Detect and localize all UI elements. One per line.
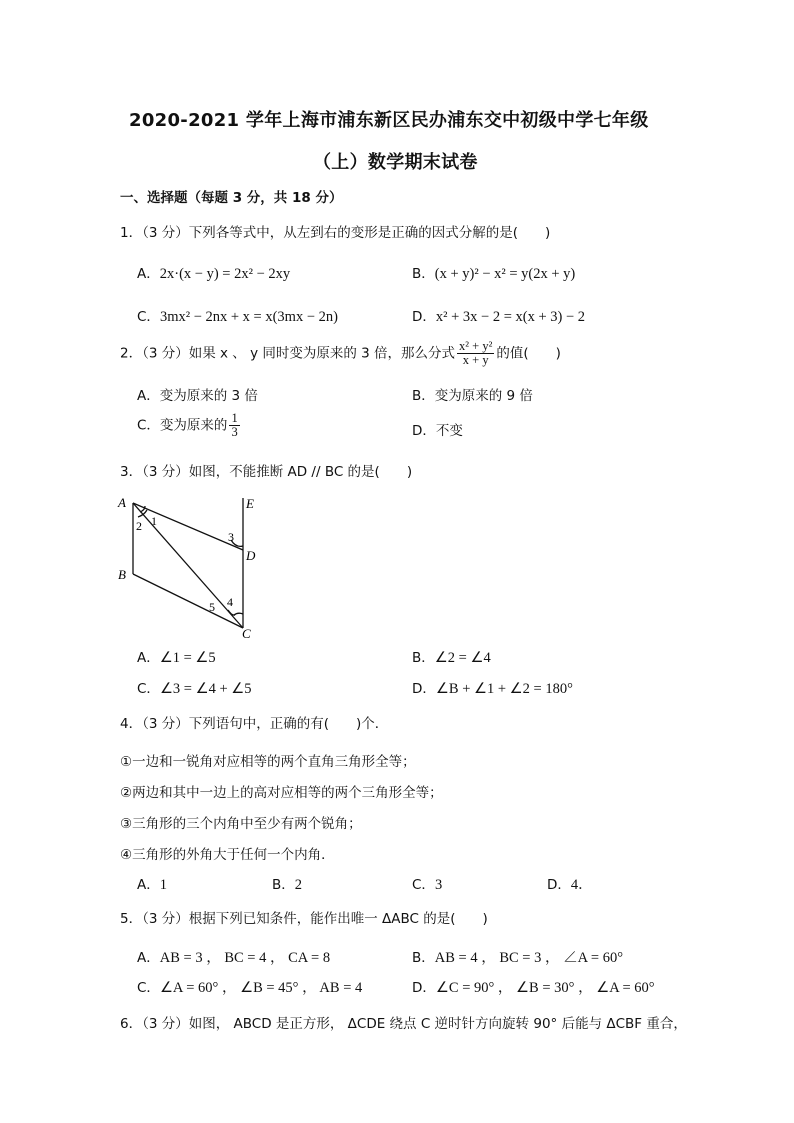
q5-option-a[interactable]: A．AB = 3 ， BC = 4 ， CA = 8 [137, 950, 331, 966]
section-heading: 一、选择题（每题 3 分，共 18 分） [120, 190, 343, 206]
q3-geometry-figure [112, 490, 272, 640]
q2-option-b[interactable]: B．变为原来的 9 倍 [412, 388, 533, 404]
q4-statement-3: ③三角形的三个内角中至少有两个锐角； [120, 816, 362, 832]
q4-statement-1: ①一边和一锐角对应相等的两个直角三角形全等； [120, 754, 416, 770]
q4-option-b[interactable]: B．2 [272, 877, 303, 893]
point-c-label: C [242, 626, 251, 640]
q1-option-d[interactable]: D．x² + 3x − 2 = x(x + 3) − 2 [412, 309, 586, 325]
point-e-label: E [246, 496, 254, 511]
question-4-stem: 4．（3 分）下列语句中，正确的有( )个． [120, 716, 389, 732]
q2-option-a[interactable]: A．变为原来的 3 倍 [137, 388, 258, 404]
point-a-label: A [118, 495, 126, 510]
question-3-stem: 3．（3 分）如图，不能推断 AD // BC 的是( ) [120, 464, 413, 480]
q4-option-c[interactable]: C．3 [412, 877, 443, 893]
point-b-label: B [118, 567, 126, 582]
page-title-line2: （上）数学期末试卷 [313, 152, 478, 173]
q4-option-a[interactable]: A．1 [137, 877, 167, 893]
angle-1-label: 1 [151, 514, 157, 528]
q4-statement-2: ②两边和其中一边上的高对应相等的两个三角形全等； [120, 785, 443, 801]
q5-option-b[interactable]: B．AB = 4 ， BC = 3 ， ∠A = 60° [412, 950, 624, 966]
q4-statement-4: ④三角形的外角大于任何一个内角． [120, 847, 335, 863]
q2-fraction: $\frac{\text{x² + y²}}{x + y}$ [459, 339, 493, 368]
question-5-stem: 5．（3 分）根据下列已知条件，能作出唯一 ΔABC 的是( ) [120, 911, 488, 927]
question-1-stem: 1．（3 分）下列各等式中，从左到右的变形是正确的因式分解的是( ) [120, 225, 551, 241]
q3-option-d[interactable]: D．∠B + ∠1 + ∠2 = 180° [412, 681, 573, 697]
page-title-line1: 2020-2021 学年上海市浦东新区民办浦东交中初级中学七年级 [129, 110, 649, 131]
angle-5-label: 5 [209, 600, 215, 614]
q1-option-a[interactable]: A．2x·(x − y) = 2x² − 2xy [137, 266, 291, 282]
q5-option-c[interactable]: C．∠A = 60° ， ∠B = 45° ， AB = 4 [137, 980, 363, 996]
question-6-stem: 6．（3 分）如图， ABCD 是正方形， ΔCDE 绕点 C 逆时针方向旋转 90° 后能与 ΔCBF 重合， [120, 1016, 687, 1032]
point-d-label: D [246, 548, 256, 563]
q2-option-c[interactable]: C．变为原来的 $\frac{1}{3}$ [137, 411, 238, 440]
q4-option-d[interactable]: D．4． [547, 877, 593, 893]
q3-option-c[interactable]: C．∠3 = ∠4 + ∠5 [137, 681, 252, 697]
q1-option-c[interactable]: C．3mx² − 2nx + x = x(3mx − 2n) [137, 309, 338, 325]
q1-option-b[interactable]: B．(x + y)² − x² = y(2x + y) [412, 266, 576, 282]
q3-option-a[interactable]: A．∠1 = ∠5 [137, 650, 216, 666]
q3-option-b[interactable]: B．∠2 = ∠4 [412, 650, 491, 666]
q2-option-d[interactable]: D．不变 [412, 423, 463, 439]
angle-2-label: 2 [136, 519, 142, 533]
q5-option-d[interactable]: D．∠C = 90° ， ∠B = 30° ， ∠A = 60° [412, 980, 655, 996]
question-2-stem: 2．（3 分）如果 x 、 y 同时变为原来的 3 倍，那么分式 $\frac{\text{x² + y²}}{x + y}$ 的值( ) [120, 339, 561, 368]
angle-4-label: 4 [227, 595, 233, 609]
angle-3-label: 3 [228, 530, 234, 544]
